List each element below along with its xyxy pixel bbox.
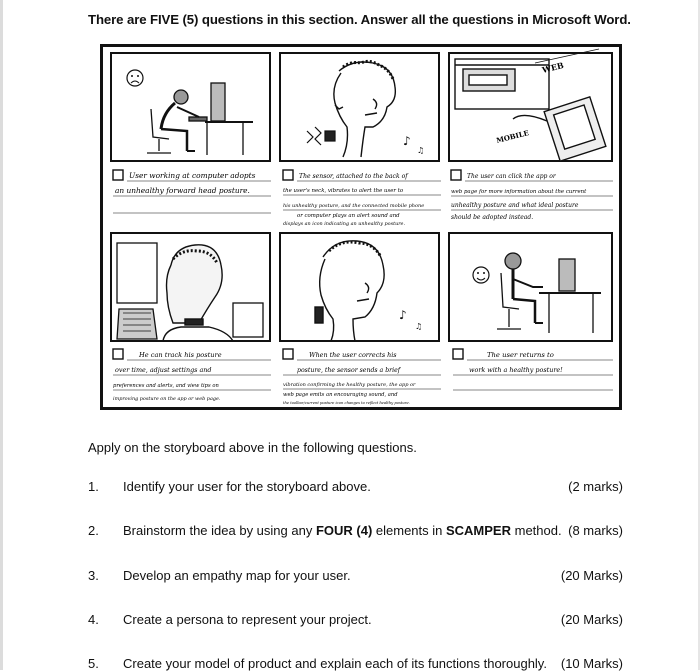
panel-5-caption-line-5: the toolbar/current posture icon changes to reflect healthy posture. bbox=[283, 401, 410, 405]
page-left-edge bbox=[0, 0, 3, 670]
question-1-number: 1. bbox=[88, 479, 99, 494]
panel-3-caption bbox=[451, 170, 613, 221]
panel-2-caption-line-4: or computer plays an alert sound and bbox=[297, 213, 400, 219]
panel-2-frame bbox=[280, 53, 439, 161]
panel-5-caption-line-3: vibration confirming the healthy posture, the app or bbox=[283, 382, 416, 388]
question-2-marks: (8 marks) bbox=[568, 523, 623, 538]
panel-6-caption-line-1: The user returns to bbox=[487, 351, 554, 359]
panel-6 bbox=[449, 233, 612, 341]
svg-text:♫: ♫ bbox=[417, 146, 425, 155]
panel-3-caption-line-3: unhealthy posture and what ideal posture bbox=[451, 202, 579, 209]
panel-4 bbox=[111, 233, 270, 341]
panel-4-caption-line-4: improving posture on the app or web page. bbox=[113, 396, 221, 402]
question-3-number: 3. bbox=[88, 568, 99, 583]
panel-5-checkbox bbox=[283, 349, 293, 359]
panel-4-checkbox bbox=[113, 349, 123, 359]
panel-3-checkbox bbox=[451, 170, 461, 180]
panel-2-checkbox bbox=[283, 170, 293, 180]
svg-text:♪: ♪ bbox=[399, 308, 407, 322]
panel-5-caption-line-1: When the user corrects his bbox=[309, 351, 397, 359]
panel-1-caption bbox=[113, 170, 271, 213]
storyboard-drawing bbox=[103, 47, 619, 407]
panel-4-caption-line-2: over time, adjust settings and bbox=[115, 366, 212, 374]
panel-3 bbox=[449, 49, 612, 161]
panel-2-caption-line-2: the user's neck, vibrates to alert the user to bbox=[283, 188, 404, 194]
question-2-bold-method: SCAMPER bbox=[445, 523, 511, 538]
mobile-label: MOBILE bbox=[495, 128, 530, 145]
web-label: WEB bbox=[541, 59, 565, 75]
question-2-text-after: method. bbox=[511, 523, 562, 538]
question-1-marks: (2 marks) bbox=[568, 479, 623, 494]
panel-2-caption-line-3: his unhealthy posture, and the connected mobile phone bbox=[283, 203, 425, 209]
panel-3-caption-line-2: web page for more information about the current bbox=[451, 189, 587, 195]
panel-2 bbox=[280, 53, 439, 161]
question-5-number: 5. bbox=[88, 656, 99, 671]
web-page-window-sketch bbox=[455, 59, 549, 109]
question-2-text-before: Brainstorm the idea by using any bbox=[123, 523, 316, 538]
question-3-marks: (20 Marks) bbox=[560, 568, 623, 583]
panel-6-caption bbox=[453, 349, 613, 390]
question-4-text: Create a persona to represent your project. bbox=[123, 612, 372, 627]
question-5-text: Create your model of product and explain each of its functions thoroughly. bbox=[123, 656, 547, 671]
question-1-text: Identify your user for the storyboard above. bbox=[123, 479, 371, 494]
panel-1-caption-line-1: User working at computer adopts bbox=[129, 171, 256, 180]
panel-3-caption-line-1: The user can click the app or bbox=[467, 173, 556, 180]
panel-1-checkbox bbox=[113, 170, 123, 180]
panel-5-caption-line-4: web page emits an encouraging sound, and bbox=[283, 392, 398, 398]
question-2-bold-count: FOUR (4) bbox=[315, 523, 373, 538]
panel-5-caption bbox=[283, 349, 441, 405]
panel-6-caption-line-2: work with a healthy posture! bbox=[469, 366, 563, 374]
panel-4-caption bbox=[113, 349, 271, 402]
question-2-text-middle: elements in bbox=[372, 523, 446, 538]
panel-4-caption-line-1: He can track his posture bbox=[139, 351, 222, 359]
panel-2-caption-line-1: The sensor, attached to the back of bbox=[299, 173, 408, 180]
question-2-number: 2. bbox=[88, 523, 99, 538]
panel-4-caption-line-3: preferences and alerts, and view tips on bbox=[113, 383, 219, 389]
question-5-marks: (10 Marks) bbox=[560, 656, 623, 671]
panel-1-frame bbox=[111, 53, 270, 161]
question-4-marks: (20 Marks) bbox=[560, 612, 623, 627]
svg-text:♪: ♪ bbox=[403, 134, 411, 148]
panel-2-caption bbox=[283, 170, 441, 227]
panel-2-caption-line-5: displays an icon indicating an unhealthy posture. bbox=[283, 221, 406, 227]
storyboard-instruction: Apply on the storyboard above in the following questions. bbox=[88, 440, 417, 455]
panel-5-caption-line-2: posture, the sensor sends a brief bbox=[297, 367, 401, 374]
instructions-heading: There are FIVE (5) questions in this section. Answer all the questions in Microsoft Word. bbox=[88, 12, 631, 27]
panel-3-caption-line-4: should be adopted instead. bbox=[451, 214, 534, 221]
panel-1-caption-line-2: an unhealthy forward head posture. bbox=[115, 186, 250, 195]
question-4-number: 4. bbox=[88, 612, 99, 627]
svg-text:♫: ♫ bbox=[415, 322, 423, 331]
question-3-text: Develop an empathy map for your user. bbox=[123, 568, 351, 583]
question-2-text bbox=[123, 523, 562, 538]
panel-6-checkbox bbox=[453, 349, 463, 359]
panel-5 bbox=[280, 233, 439, 341]
storyboard bbox=[100, 44, 622, 410]
panel-1 bbox=[111, 53, 270, 161]
